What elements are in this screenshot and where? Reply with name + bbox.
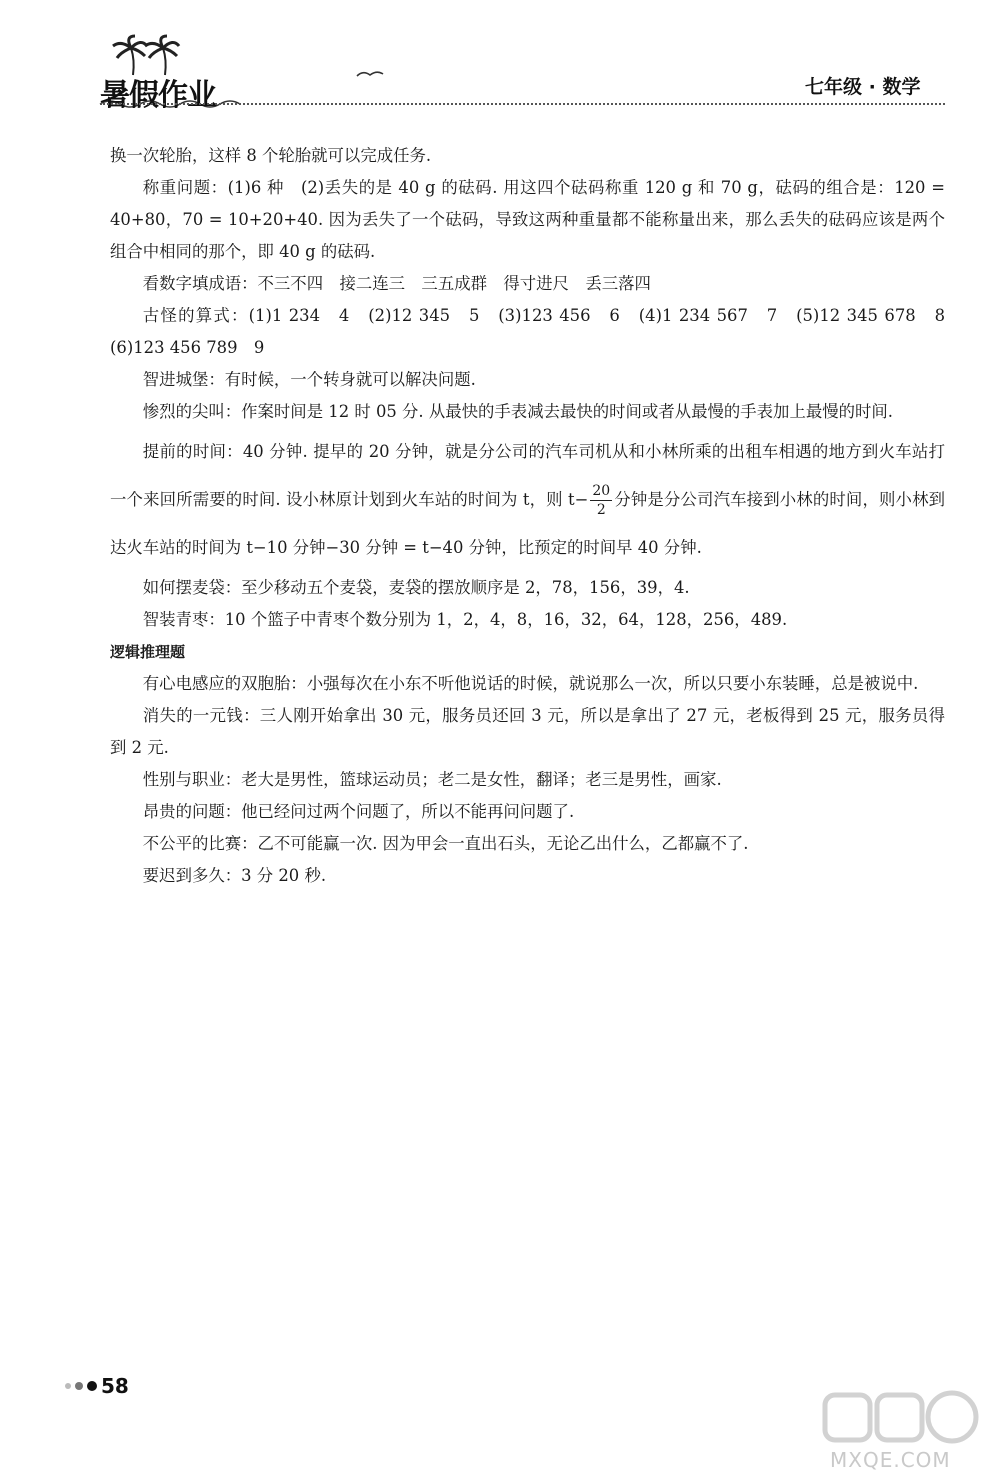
paragraph-sacks: 如何摆麦袋：至少移动五个麦袋，麦袋的摆放顺序是 2，78，156，39，4. bbox=[142, 578, 690, 597]
paragraph-expensive-question: 昂贵的问题：他已经问过两个问题了，所以不能再问问题了. bbox=[142, 802, 575, 821]
paragraph-strange-formula: 古怪的算式：(1)1 234 4 (2)12 345 5 (3)123 456 6 (4)1 234 567 7 (5)12 345 678 8 (6)123 456 789 9 bbox=[110, 306, 962, 357]
dot-icon bbox=[87, 1381, 97, 1391]
fraction-numerator: 20 bbox=[592, 483, 611, 499]
paragraph-gender-job: 性别与职业：老大是男性，篮球运动员；老二是女性，翻译；老三是男性，画家. bbox=[142, 770, 722, 789]
paragraph-unfair-game: 不公平的比赛：乙不可能赢一次. 因为甲会一直出石头，无论乙出什么，乙都赢不了. bbox=[142, 834, 749, 853]
section-heading: 逻辑推理题 bbox=[110, 643, 186, 661]
grade-subject: 七年级 · 数学 bbox=[805, 76, 921, 98]
early-time-text-b: 分钟是分公司汽车接到小林的时间，则小林到达火车站的时间为 t−10 分钟−30 分钟 = t−40 分钟，比预定的时间早 40 分钟. bbox=[110, 490, 945, 557]
logo-text: 暑假作业 bbox=[100, 78, 216, 113]
paragraph-idioms: 看数字填成语：不三不四 接二连三 三五成群 得寸进尺 丢三落四 bbox=[142, 274, 651, 293]
fraction-denominator: 2 bbox=[596, 502, 606, 518]
watermark-text: MXQE.COM bbox=[830, 1448, 951, 1472]
paragraph-missing-yuan: 消失的一元钱：三人刚开始拿出 30 元，服务员还回 3 元，所以是拿出了 27 元，老板得到 25 元，服务员得到 2 元. bbox=[110, 706, 945, 757]
paragraph-twins: 有心电感应的双胞胎：小强每次在小东不听他说话的时候，就说那么一次，所以只要小东装睡，总是被说中. bbox=[142, 674, 919, 693]
paragraph-dates: 智装青枣：10 个篮子中青枣个数分别为 1，2，4，8，16，32，64，128，256，489. bbox=[142, 610, 788, 629]
fraction bbox=[590, 482, 612, 519]
paragraph-castle: 智进城堡：有时候，一个转身就可以解决问题. bbox=[142, 370, 476, 389]
paragraph-weighing: 称重问题：(1)6 种 (2)丢失的是 40 g 的砝码. 用这四个砝码称重 120 g 和 70 g，砝码的组合是：120 = 40+80，70 = 10+20+40. 因为丢失了一个砝码，导致这两种重量都不能称量出来，那么丢失的砝码应该是两个组合中相同的那个，即 40 g 的砝码. bbox=[110, 178, 946, 261]
answer-content bbox=[110, 140, 962, 892]
paragraph-early-time bbox=[110, 428, 945, 572]
dot-icon bbox=[65, 1383, 71, 1389]
page-number-text: 58 bbox=[101, 1374, 129, 1398]
dot-icon bbox=[75, 1382, 83, 1390]
page-number bbox=[65, 1374, 129, 1398]
paragraph-late: 要迟到多久：3 分 20 秒. bbox=[142, 866, 327, 885]
paragraph-scream: 惨烈的尖叫：作案时间是 12 时 05 分. 从最快的手表减去最快的时间或者从最慢的手表加上最慢的时间. bbox=[142, 402, 893, 421]
header-divider bbox=[100, 103, 945, 105]
seagull-icon bbox=[355, 68, 385, 80]
paragraph: 换一次轮胎，这样 8 个轮胎就可以完成任务. bbox=[110, 146, 432, 165]
early-time-text-a: 提前的时间：40 分钟. 提早的 20 分钟，就是分公司的汽车司机从和小林所乘的出租车相遇的地方到火车站打一个来回所需要的时间. 设小林原计划到火车站的时间为 t，则 t− bbox=[110, 442, 945, 509]
page-header bbox=[0, 0, 1000, 120]
